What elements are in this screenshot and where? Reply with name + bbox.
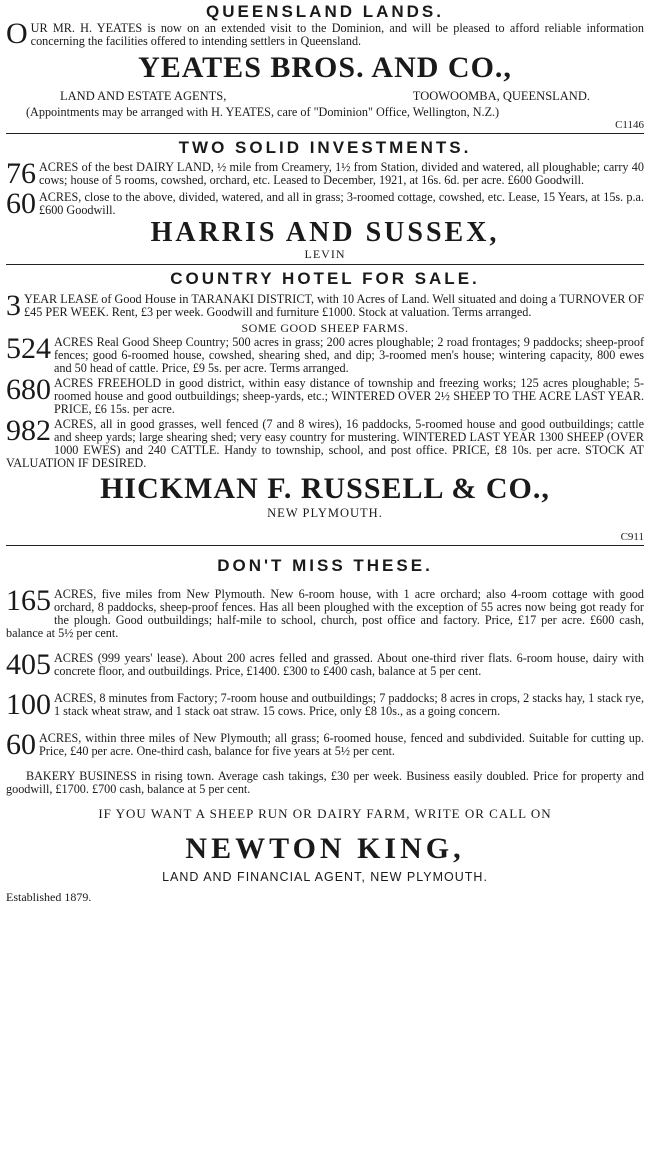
two-solid-item-1 (6, 157, 644, 190)
item-number: 60 (6, 187, 36, 220)
country-hotel-heading: COUNTRY HOTEL FOR SALE. (170, 269, 480, 288)
item-number: 100 (6, 688, 51, 721)
yeates-bros-firm: YEATES BROS. AND CO., (138, 51, 512, 84)
queensland-heading: QUEENSLAND LANDS. (205, 2, 444, 21)
harris-sussex-town: LEVIN (304, 247, 346, 261)
yeates-address-row (6, 83, 644, 104)
queensland-intro (6, 17, 644, 50)
two-solid-item-2 (6, 187, 644, 220)
item-number: 405 (6, 648, 51, 681)
harris-sussex-firm: HARRIS AND SUSSEX, (150, 217, 500, 248)
sheep-farms-subhead: SOME GOOD SHEEP FARMS. (241, 321, 409, 335)
yeates-location: TOOWOOMBA, QUEENSLAND. (412, 89, 590, 103)
dont-miss-ad (6, 548, 644, 905)
dont-miss-item-4 (6, 728, 644, 761)
yeates-appointments: (Appointments may be arranged with H. YEATES, care of "Dominion" Office, Wellington, N.Z.) (26, 105, 500, 119)
dont-miss-item-1 (6, 584, 644, 640)
newton-king-firm: NEWTON KING, (185, 832, 465, 865)
divider (6, 133, 644, 134)
item-text: ACRES, close to the above, divided, watered, and all in grass; 3-roomed cottage, cowshed, etc. Lease, 15 Years, at 15s. p.a. £600 Goodwill. (39, 190, 644, 217)
bakery-business: BAKERY BUSINESS in rising town. Average cash takings, £30 per week. Business easily doubled. Price for property and goodwill, £1700. £700 cash, balance at 5 per cent. (6, 769, 644, 796)
item-number: 982 (6, 414, 51, 447)
country-hotel-item-2 (6, 332, 644, 375)
divider (6, 545, 644, 546)
queensland-lands-ad (6, 0, 644, 131)
item-number: 524 (6, 332, 51, 365)
item-number: 680 (6, 373, 51, 406)
dont-miss-item-2 (6, 648, 644, 681)
hickman-russell-ref: C911 (620, 531, 644, 543)
item-number: 60 (6, 728, 36, 761)
item-number: 3 (6, 289, 21, 322)
item-text: ACRES, five miles from New Plymouth. New 6-room house, with 1 acre orchard; also 4-room cottage with good orchard, 8 paddocks, sheep-proof fences. Has all been ploughed with the exception of 55 acres now being got ready for the plough. Good outbuildings; half-mile to school, church, post office and factory. Price, £17 per acre. £600 cash, balance at 5½ per cent. (6, 587, 644, 640)
item-text: ACRES (999 years' lease). About 200 acres felled and grassed. About one-third river flats. 6-room house, dairy with concrete floor, and outbuildings. Price, £1400. £300 to £400 cash, balance at 5 per cent. (54, 651, 644, 678)
item-text: ACRES, 8 minutes from Factory; 7-room house and outbuildings; 7 paddocks; 8 acres in crops, 2 stacks hay, 1 stack rye, 1 stack wheat straw, and 1 stack oat straw. 15 cows. Price, only £8 10s., as a going concern. (54, 691, 644, 718)
yeates-agents-label: LAND AND ESTATE AGENTS, (60, 89, 227, 103)
two-solid-investments-ad (6, 136, 644, 262)
item-number: 76 (6, 157, 36, 190)
hickman-russell-firm: HICKMAN F. RUSSELL & CO., (100, 472, 550, 505)
item-text: ACRES, all in good grasses, well fenced (7 and 8 wires), 16 paddocks, 5-roomed house and good outbuildings; cattle and sheep yards; large shearing shed; very easy country for mustering. WINTERED LAST YEAR 1300 SHEEP (OVER 1000 EWES) and 240 CATTLE. Handy to township, school, and post office. PRICE, £8 10s. per acre. STOCK AT VALUATION IF DESIRED. (6, 417, 644, 470)
country-hotel-item-3 (6, 373, 644, 416)
dont-miss-heading: DON'T MISS THESE. (217, 556, 433, 575)
dont-miss-item-3 (6, 688, 644, 721)
queensland-intro-text: UR MR. H. YEATES is now on an extended visit to the Dominion, and will be pleased to afford reliable information concerning the facilities offered to intending settlers in Queensland. (30, 21, 644, 48)
item-text: ACRES, within three miles of New Plymouth; all grass; 6-roomed house, fenced and subdivided. Suitable for cutting up. Price, £40 per acre. One-third cash, balance for five years at 5½ per cent. (39, 731, 644, 758)
country-hotel-ad (6, 267, 644, 543)
two-solid-heading: TWO SOLID INVESTMENTS. (178, 138, 472, 157)
item-text: ACRES Real Good Sheep Country; 500 acres in grass; 200 acres ploughable; 2 road frontages; 9 paddocks; sheep-proof fences; good 6-roomed house, cowshed, shearing shed, and dip; 3-roomed men's house; wintering capacity, 800 ewes and 50 head of cattle. Price, £9 5s. per acre. Terms arranged. (54, 335, 644, 375)
hickman-russell-town: NEW PLYMOUTH. (267, 506, 383, 520)
country-hotel-item-1 (6, 289, 644, 322)
item-number: 165 (6, 584, 51, 617)
divider (6, 264, 644, 265)
newton-king-agent-line: LAND AND FINANCIAL AGENT, NEW PLYMOUTH. (162, 870, 488, 884)
queensland-drop-cap: O (6, 17, 28, 50)
item-text: YEAR LEASE of Good House in TARANAKI DISTRICT, with 10 Acres of Land. Well situated and doing a TURNOVER OF £45 PER WEEK. Rent, £3 per week. Goodwill and furniture £1000. Stock at valuation. Terms arranged. (24, 292, 644, 319)
yeates-ref: C1146 (615, 119, 644, 131)
item-text: ACRES of the best DAIRY LAND, ½ mile from Creamery, 1½ from Station, divided and watered, all ploughable; carry 40 cows; house of 5 rooms, cowshed, orchard, etc. Leased to December, 1921, at 16s. 6d. per acre. £600 Goodwill. (39, 160, 644, 187)
call-line: IF YOU WANT A SHEEP RUN OR DAIRY FARM, WRITE OR CALL ON (98, 806, 552, 821)
established-line: Established 1879. (6, 890, 92, 904)
country-hotel-item-4 (6, 414, 644, 470)
item-text: ACRES FREEHOLD in good district, within easy distance of township and freezing works; 125 acres ploughable; 5-roomed house and good outbuildings; sheep-yards, etc.; WINTERED OVER 2½ SHEEP TO THE ACRE LAST YEAR. PRICE, £6 15s. per acre. (54, 376, 644, 416)
